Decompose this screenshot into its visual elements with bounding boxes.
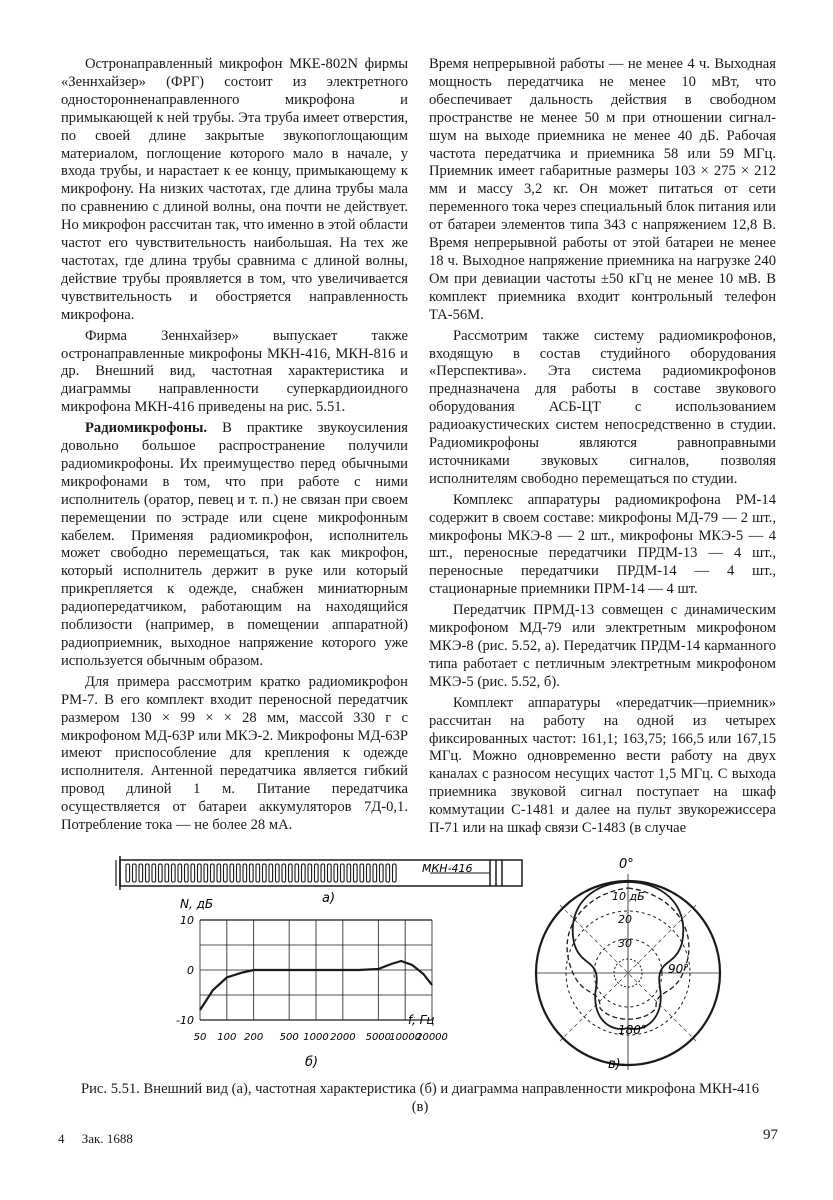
order-number: Зак. 1688: [81, 1131, 133, 1146]
mic-slot: [243, 864, 247, 882]
paragraph: Комплекс аппаратуры радиомикрофона РМ-14 содержит в своем составе: микрофоны МД-79 — 2 шт., микрофоны МКЭ-8 — 2 шт., микрофоны МКЭ-5 — 4 шт., переносные передатчики ПРДМ-13 — 4 шт., переносные передатчики ПРДМ-14 — 4 шт., стационарные приемники ПРМ-14 — 4 шт.: [429, 491, 776, 598]
polar-diagram: [536, 857, 720, 1072]
mic-slot: [146, 864, 150, 882]
mic-model-label: МКН-416: [422, 862, 473, 875]
mic-slot: [159, 864, 163, 882]
right-column: [429, 56, 776, 838]
paragraph: Остронаправленный микрофон МКЕ-802N фирмы «Зеннхайзер» (ФРГ) состоит из электретного односторонненаправленного микрофона и примыкающей к ней трубы. Эта труба имеет отверстия, по своей длине закрытые звукопоглощающим материалом, поглощение которого мало в начале, у входа трубы, и нарастает к ее концу, примыкающему к микрофону. На низких частотах, где длина трубы мала по сравнению с длиной волны, она почти не действует. Но микрофон рассчитан так, что именно в этой области частот его чувствительность наибольшая. На тех же частотах, где длина трубы сравнима с длиной волны, действие трубы проявляется в том, что увеличивается чувствительность и обостряется направленность микрофона.: [61, 56, 409, 323]
mic-slot: [380, 864, 384, 882]
mic-slot: [256, 864, 260, 882]
mic-slot: [393, 864, 397, 882]
paragraph: Передатчик ПРМД-13 совмещен с динамическим микрофоном МД-79 или электретным микрофоном МКЭ-8 (рис. 5.52, а). Передатчик ПРДМ-14 карманного типа работает с петличным электретным микрофоном МКЭ-5 (рис. 5.52, б).: [429, 602, 776, 690]
mic-slot: [198, 864, 202, 882]
paragraph: Для примера рассмотрим кратко радиомикрофон РМ-7. В его комплект входит переносной передатчик размером 130 × 99 × × 28 мм, массой 330 г с микрофоном МД-63Р или МКЭ-2. Микрофоны МД-63Р имеют приспособление для крепления к одежде исполнителя. Антенной передатчика является гибкий провод длиной 1 м. Питание передатчика осуществляется от батареи аккумуляторов 7Д-0,1. Потребление тока — не более 28 мА.: [61, 673, 408, 834]
paragraph: Рассмотрим также систему радиомикрофонов, входящую в состав студийного оборудования «Перспектива». Эта система радиомикрофонов предназначена для работы в составе звукового оборудования АСБ-ЦТ с использованием радиоакустических систем непосредственно в студии. Радиомикрофоны являются равноправными источниками звуковых сигналов, позволяя исполнителям свободно перемещаться по студии.: [429, 327, 776, 487]
mic-slot: [211, 864, 215, 882]
polar-label-180deg: 180°: [618, 1023, 647, 1037]
page-number: 97: [763, 1127, 778, 1143]
figure-5-51: [100, 848, 750, 1076]
polar-label-20db: 20: [618, 913, 632, 926]
section-heading: Радиомикрофоны.: [85, 420, 208, 437]
mic-slot: [204, 864, 208, 882]
mic-slot: [172, 864, 176, 882]
signature-mark: 4: [58, 1131, 65, 1146]
mic-slot: [295, 864, 299, 882]
mic-slot: [133, 864, 137, 882]
mic-slot: [289, 864, 293, 882]
paragraph-text: В практике звукоусиления довольно большое распространение получили радиомикрофоны. Их преимущество перед обычными микрофонами в том, что при работе с ними исполнитель (оратор, певец и т. п.) не связан при своем перемещении по эстраде или сцене микрофонным кабелем. Применяя радиомикрофон, исполнитель может свободно перемещаться, так как микрофон, который исполнитель держит в руке или который прикрепляется к одежде, снабжен миниатюрным радиопередатчиком, работающим на находящийся поблизости (например, в помещении аппаратной) радиоприемник, выходное напряжение которого уже используется обычным образом.: [61, 420, 408, 669]
polar-label-10db: 10 дБ: [612, 890, 645, 903]
mic-slot: [191, 864, 195, 882]
paragraph: Время непрерывной работы — не менее 4 ч. Выходная мощность передатчика не менее 10 мВт, что обеспечивает дальность действия в свободном пространстве не менее 50 м при отношении сигнал-шум на выходе приемника не менее 40 дБ. Рабочая частота передатчика и приемника 58 или 59 МГц. Приемник имеет габаритные размеры 103 × 275 × 212 мм и массу 3,2 кг. Он может питаться от сети переменного тока через специальный блок питания или от батареи элементов типа 343 с напряжением 12,8 В. Время непрерывной работы от этой батареи не менее 18 ч. Выходное напряжение приемника на нагрузке 240 Ом при девиации частоты ±50 кГц не менее 10 мВ. В комплект приемника входит контрольный телефон ТА-56М.: [429, 56, 776, 323]
frequency-response-chart: [176, 897, 448, 1070]
mic-slot: [315, 864, 319, 882]
footer-printing-info: [58, 1131, 133, 1147]
mic-slot: [321, 864, 325, 882]
mic-slot: [308, 864, 312, 882]
mic-slot: [185, 864, 189, 882]
y-axis-label: N, дБ: [180, 897, 214, 911]
mic-slot: [230, 864, 234, 882]
mic-slot: [237, 864, 241, 882]
mic-slot: [354, 864, 358, 882]
mic-slot: [224, 864, 228, 882]
polar-label-30db: 30: [618, 937, 632, 950]
mic-slot: [276, 864, 280, 882]
mic-slot: [139, 864, 143, 882]
x-tick-label: 100: [217, 1032, 237, 1043]
y-tick-label: -10: [176, 1014, 194, 1027]
x-tick-label: 20000: [416, 1032, 448, 1043]
mic-slot: [334, 864, 338, 882]
y-tick-label: 10: [180, 914, 194, 927]
mic-slot: [360, 864, 364, 882]
mic-slot: [328, 864, 332, 882]
label-a: а): [322, 891, 336, 906]
mic-slot: [250, 864, 254, 882]
figure-caption: Рис. 5.51. Внешний вид (а), частотная характеристика (б) и диаграмма направленности микрофона МКН-416 (в): [81, 1081, 759, 1115]
x-tick-label: 50: [193, 1032, 207, 1043]
x-tick-label: 10000: [389, 1032, 422, 1043]
x-tick-label: 2000: [330, 1032, 356, 1043]
polar-label-0deg: 0°: [619, 857, 634, 872]
mic-slot: [126, 864, 130, 882]
x-axis-label: f, Гц: [408, 1013, 435, 1027]
mic-slot: [263, 864, 267, 882]
x-tick-label: 200: [244, 1032, 264, 1043]
mic-slot: [373, 864, 377, 882]
paragraph: Фирма Зеннхайзер» выпускает также остронаправленные микрофоны МКН-416, МКН-816 и др. Внешний вид, частотная характеристика и диаграммы направленности суперкардиоидного микрофона МКН-416 приведены на рис. 5.51.: [61, 327, 408, 416]
mic-slot: [347, 864, 351, 882]
left-column: [61, 56, 408, 835]
mic-slot: [386, 864, 390, 882]
mic-slot: [367, 864, 371, 882]
paragraph: [61, 420, 408, 671]
figure-svg: [100, 848, 750, 1076]
mic-slot: [217, 864, 221, 882]
mic-slot: [178, 864, 182, 882]
polar-label-90deg: 90°: [668, 962, 690, 976]
mic-slot: [165, 864, 169, 882]
x-tick-label: 1000: [303, 1032, 329, 1043]
mic-slot: [302, 864, 306, 882]
mic-slot: [282, 864, 286, 882]
x-tick-label: 5000: [365, 1032, 392, 1043]
paragraph: Комплект аппаратуры «передатчик—приемник» рассчитан на работу на одной из четырех фиксированных частот: 161,1; 163,75; 166,5 или 167,15 МГц. Можно одновременно вести работу на двух каналах с разносом несущих частот 1,5 МГц. С выхода приемника звуковой сигнал поступает на шкаф коммутации С-1481 и далее на пульт звукорежиссера П-71 или на шкаф связи С-1483 (в случае: [429, 694, 776, 837]
label-v: в): [608, 1057, 621, 1072]
label-b: б): [305, 1055, 319, 1070]
y-tick-label: 0: [187, 964, 194, 977]
microphone-drawing: [116, 856, 522, 906]
mic-slot: [341, 864, 345, 882]
x-tick-label: 500: [279, 1032, 299, 1043]
mic-slot: [269, 864, 273, 882]
mic-slot: [152, 864, 156, 882]
mic-slot-row: [126, 864, 396, 882]
